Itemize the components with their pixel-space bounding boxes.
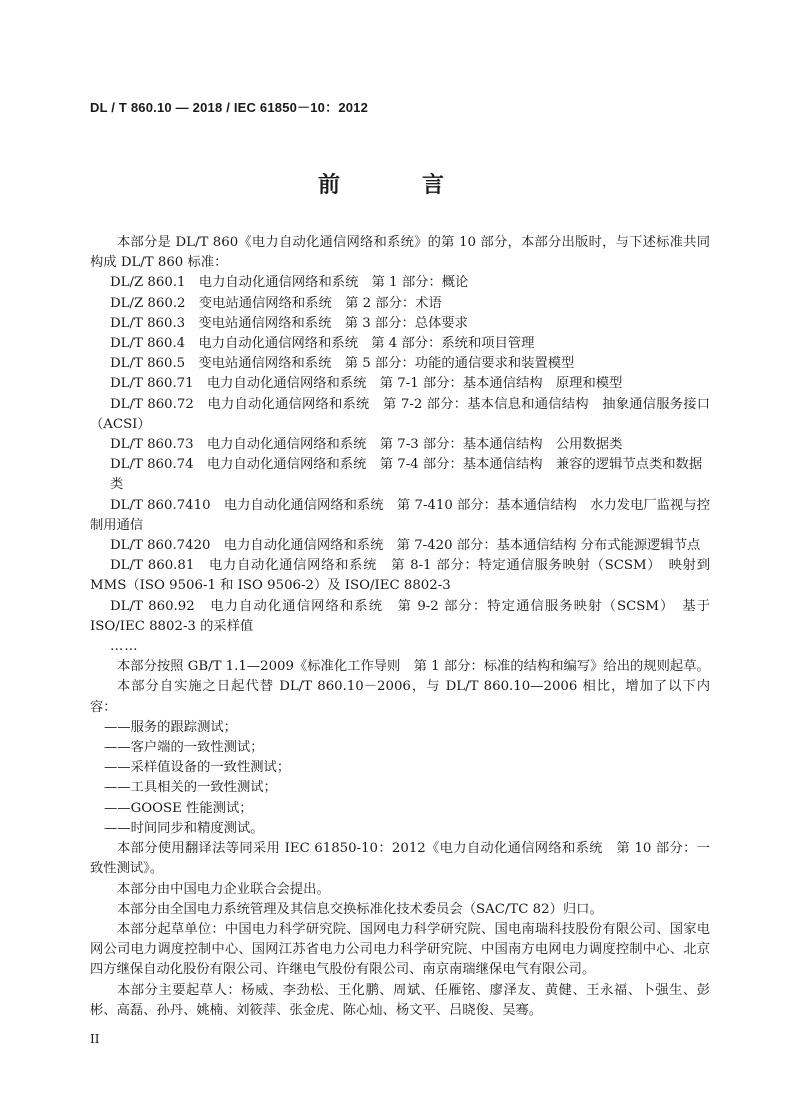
- standard-item: DL/Z 860.2 变电站通信网络和系统 第 2 部分：术语: [110, 295, 442, 311]
- document-body: [90, 233, 710, 1021]
- addition-item: ——服务的跟踪测试；: [104, 719, 237, 735]
- standard-item: DL/T 860.72 电力自动化通信网络和系统 第 7-2 部分：基本信息和通信结构 抽象通信服务接口（ACSI）: [90, 396, 710, 432]
- standard-item: DL/T 860.81 电力自动化通信网络和系统 第 8-1 部分：特定通信服务映射（SCSM） 映射到 MMS（ISO 9506-1 和 ISO 9506-2）及 ISO/IEC 8802-3: [90, 558, 710, 594]
- addition-item: ——工具相关的一致性测试；: [104, 780, 277, 796]
- addition-item: ——采样值设备的一致性测试；: [104, 760, 291, 776]
- standard-item: DL/T 860.73 电力自动化通信网络和系统 第 7-3 部分：基本通信结构 公用数据类: [110, 437, 623, 453]
- standard-item: DL/T 860.7410 电力自动化通信网络和系统 第 7-410 部分：基本通信结构 水力发电厂监视与控制用通信: [90, 497, 710, 533]
- addition-item: ——客户端的一致性测试；: [104, 740, 264, 756]
- ellipsis: ……: [110, 639, 139, 655]
- drafters-paragraph: 本部分主要起草人：杨威、李劲松、王化鹏、周斌、任雁铭、廖泽友、黄健、王永福、卜强生、彭彬、高磊、孙丹、姚楠、刘筱萍、张金虎、陈心灿、杨文平、吕晓俊、吴骞。: [90, 982, 710, 1018]
- replacement-paragraph: 本部分自实施之日起代替 DL/T 860.10－2006，与 DL/T 860.10—2006 相比，增加了以下内容：: [90, 679, 710, 715]
- standard-item: DL/T 860.3 变电站通信网络和系统 第 3 部分：总体要求: [110, 315, 468, 331]
- page-number: II: [90, 1032, 100, 1046]
- standard-item: DL/T 860.74 电力自动化通信网络和系统 第 7-4 部分：基本通信结构 兼容的逻辑节点类和数据类: [110, 457, 703, 493]
- proposed-by-paragraph: 本部分由中国电力企业联合会提出。: [117, 881, 330, 897]
- document-code-header: DL / T 860.10 — 2018 / IEC 61850－10：2012: [90, 100, 369, 115]
- drafting-units-paragraph: 本部分起草单位：中国电力科学研究院、国网电力科学研究院、国电南瑞科技股份有限公司、国家电网公司电力调度控制中心、国网江苏省电力公司电力科学研究院、中国南方电网电力调度控制中心、北京四方继保自动化股份有限公司、许继电气股份有限公司、南京南瑞继保电气有限公司。: [90, 921, 710, 978]
- standard-item: DL/Z 860.1 电力自动化通信网络和系统 第 1 部分：概论: [110, 275, 469, 291]
- drafting-rule-paragraph: 本部分按照 GB/T 1.1—2009《标准化工作导则 第 1 部分：标准的结构和编写》给出的规则起草。: [117, 659, 710, 675]
- addition-item: ——时间同步和精度测试。: [104, 820, 264, 836]
- standard-item: DL/T 860.5 变电站通信网络和系统 第 5 部分：功能的通信要求和装置模型: [110, 356, 575, 372]
- intro-paragraph: 本部分是 DL/T 860《电力自动化通信网络和系统》的第 10 部分，本部分出版时，与下述标准共同构成 DL/T 860 标准：: [90, 235, 710, 271]
- standard-item: DL/T 860.4 电力自动化通信网络和系统 第 4 部分：系统和项目管理: [110, 336, 535, 352]
- managed-by-paragraph: 本部分由全国电力系统管理及其信息交换标准化技术委员会（SAC/TC 82）归口。: [117, 901, 603, 917]
- standard-item: DL/T 860.71 电力自动化通信网络和系统 第 7-1 部分：基本通信结构 原理和模型: [110, 376, 623, 392]
- standard-item: DL/T 860.92 电力自动化通信网络和系统 第 9-2 部分：特定通信服务映射（SCSM） 基于 ISO/IEC 8802-3 的采样值: [90, 598, 710, 634]
- standard-item: DL/T 860.7420 电力自动化通信网络和系统 第 7-420 部分：基本通信结构 分布式能源逻辑节点: [110, 538, 701, 554]
- translation-paragraph: 本部分使用翻译法等同采用 IEC 61850-10：2012《电力自动化通信网络和系统 第 10 部分：一致性测试》。: [90, 841, 710, 877]
- page-title: 前 言: [317, 173, 474, 198]
- addition-item: ——GOOSE 性能测试；: [104, 800, 253, 816]
